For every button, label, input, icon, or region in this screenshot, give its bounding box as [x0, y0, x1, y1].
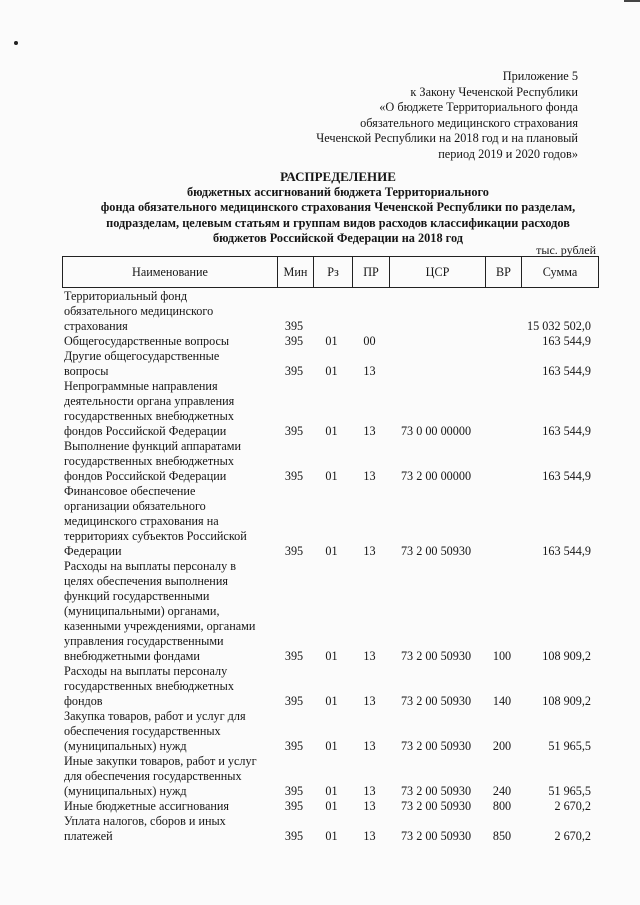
- row-pr: 13: [363, 694, 376, 708]
- appendix-line: Чеченской Республики на 2018 год и на плановый: [316, 131, 578, 146]
- row-min: 395: [284, 799, 304, 813]
- row-name-line: деятельности органа управления: [64, 394, 235, 408]
- row-name-line: казенными учреждениями, органами: [64, 619, 256, 633]
- row-rz: 01: [325, 799, 338, 813]
- table-row: [62, 484, 597, 559]
- row-name: [62, 334, 276, 349]
- row-pr: 13: [363, 784, 376, 798]
- row-name-line: управления государственными: [64, 634, 224, 648]
- row-name-line: Общегосударственные вопросы: [64, 334, 230, 348]
- title-line: бюджетных ассигнований бюджета Территориального: [187, 184, 489, 199]
- row-vr: 200: [492, 739, 512, 753]
- appendix-line: Приложение 5: [502, 69, 578, 83]
- row-min: 395: [284, 469, 304, 483]
- row-csr: 73 2 00 50930: [400, 784, 472, 798]
- row-name: [62, 559, 276, 664]
- appendix-line: «О бюджете Территориального фонда: [379, 100, 578, 115]
- row-sum: 163 544,9: [542, 544, 591, 558]
- row-pr: 13: [363, 424, 376, 438]
- row-name-line: государственных внебюджетных: [64, 454, 234, 468]
- row-vr: 800: [492, 799, 512, 813]
- row-name-line: медицинского страхования на: [64, 514, 219, 528]
- appendix-line: период 2019 и 2020 годов»: [438, 146, 578, 161]
- row-name: [62, 379, 276, 439]
- title-line: бюджетов Российской Федерации на 2018 год: [213, 231, 463, 246]
- row-sum: 15 032 502,0: [527, 319, 591, 333]
- row-min: 395: [284, 334, 304, 348]
- row-min: 395: [284, 829, 304, 843]
- row-name-line: обязательного медицинского: [64, 304, 214, 318]
- row-name-line: (муниципальных) нужд: [64, 784, 187, 798]
- table-header: [62, 256, 599, 288]
- row-min: 395: [284, 544, 304, 558]
- row-pr: 00: [363, 334, 376, 348]
- row-min: 395: [284, 424, 304, 438]
- row-min: 395: [284, 784, 304, 798]
- row-name-line: внебюджетными фондами: [64, 649, 200, 663]
- row-rz: 01: [325, 334, 338, 348]
- row-csr: 73 0 00 00000: [400, 424, 472, 438]
- row-name-line: (муниципальными) органами,: [64, 604, 220, 618]
- row-name-line: Другие общегосударственные: [64, 349, 220, 363]
- row-name: [62, 814, 276, 844]
- row-name-line: Федерации: [64, 544, 122, 558]
- table-row: [62, 799, 597, 814]
- table-row: [62, 814, 597, 844]
- row-rz: 01: [325, 364, 338, 378]
- row-name: [62, 349, 276, 379]
- row-csr: 73 2 00 50930: [400, 694, 472, 708]
- header-pr: ПР: [352, 257, 389, 287]
- row-rz: 01: [325, 694, 338, 708]
- row-name-line: функций государственными: [64, 589, 210, 603]
- row-name-line: государственных внебюджетных: [64, 679, 234, 693]
- row-min: 395: [284, 649, 304, 663]
- row-name: [62, 799, 276, 814]
- table-row: [62, 334, 597, 349]
- appendix-line: к Закону Чеченской Республики: [410, 84, 578, 99]
- row-csr: 73 2 00 50930: [400, 829, 472, 843]
- row-name-line: фондов Российской Федерации: [64, 469, 227, 483]
- table-row: [62, 709, 597, 754]
- row-name: [62, 664, 276, 709]
- row-sum: 163 544,9: [542, 469, 591, 483]
- row-rz: 01: [325, 829, 338, 843]
- row-name-line: Иные закупки товаров, работ и услуг: [64, 754, 257, 768]
- corner-mark: [624, 0, 640, 2]
- units-label: тыс. рублей: [536, 243, 596, 257]
- row-sum: 2 670,2: [554, 799, 591, 813]
- row-sum: 51 965,5: [548, 739, 591, 753]
- row-rz: 01: [325, 739, 338, 753]
- row-csr: 73 2 00 50930: [400, 649, 472, 663]
- row-name-line: Расходы на выплаты персоналу: [64, 664, 228, 678]
- row-min: 395: [284, 319, 304, 333]
- row-name-line: Расходы на выплаты персоналу в: [64, 559, 236, 573]
- row-csr: 73 2 00 50930: [400, 739, 472, 753]
- header-min: Мин: [277, 257, 313, 287]
- table-row: [62, 349, 597, 379]
- document-title: [70, 169, 606, 247]
- row-name-line: фондов: [64, 694, 103, 708]
- row-name-line: страхования: [64, 319, 128, 333]
- row-name-line: для обеспечения государственных: [64, 769, 242, 783]
- row-sum: 163 544,9: [542, 334, 591, 348]
- row-name-line: Уплата налогов, сборов и иных: [64, 814, 226, 828]
- row-name-line: (муниципальных) нужд: [64, 739, 187, 753]
- row-vr: 850: [492, 829, 512, 843]
- header-vr: ВР: [485, 257, 521, 287]
- row-pr: 13: [363, 739, 376, 753]
- row-vr: 100: [492, 649, 512, 663]
- row-sum: 108 909,2: [542, 649, 591, 663]
- row-min: 395: [284, 364, 304, 378]
- appendix-caption: [278, 69, 578, 163]
- row-name: [62, 754, 276, 799]
- row-name-line: организации обязательного: [64, 499, 206, 513]
- row-name: [62, 439, 276, 484]
- row-pr: 13: [363, 469, 376, 483]
- table-row: [62, 439, 597, 484]
- table-row: [62, 559, 597, 664]
- table-row: [62, 754, 597, 799]
- title-heading: РАСПРЕДЕЛЕНИЕ: [280, 169, 396, 184]
- row-name-line: обеспечения государственных: [64, 724, 221, 738]
- header-csr: ЦСР: [389, 257, 485, 287]
- row-name-line: Финансовое обеспечение: [64, 484, 196, 498]
- row-name-line: вопросы: [64, 364, 109, 378]
- table-row: [62, 664, 597, 709]
- row-rz: 01: [325, 424, 338, 438]
- row-sum: 163 544,9: [542, 424, 591, 438]
- row-name-line: фондов Российской Федерации: [64, 424, 227, 438]
- table-row: [62, 379, 597, 439]
- row-name-line: Закупка товаров, работ и услуг для: [64, 709, 246, 723]
- row-sum: 163 544,9: [542, 364, 591, 378]
- row-vr: 140: [492, 694, 512, 708]
- row-name-line: Иные бюджетные ассигнования: [64, 799, 230, 813]
- header-rz: Рз: [313, 257, 352, 287]
- row-rz: 01: [325, 784, 338, 798]
- table-row: [62, 289, 597, 334]
- row-name-line: Выполнение функций аппаратами: [64, 439, 242, 453]
- row-pr: 13: [363, 544, 376, 558]
- row-name-line: государственных внебюджетных: [64, 409, 234, 423]
- row-sum: 108 909,2: [542, 694, 591, 708]
- row-min: 395: [284, 739, 304, 753]
- appendix-line: обязательного медицинского страхования: [360, 115, 578, 130]
- header-sum: Сумма: [521, 257, 598, 287]
- row-pr: 13: [363, 364, 376, 378]
- row-name-line: Непрограммные направления: [64, 379, 218, 393]
- row-csr: 73 2 00 50930: [400, 799, 472, 813]
- table-body: [62, 289, 597, 844]
- row-pr: 13: [363, 829, 376, 843]
- row-sum: 2 670,2: [554, 829, 591, 843]
- row-csr: 73 2 00 50930: [400, 544, 472, 558]
- header-name: Наименование: [132, 264, 208, 279]
- row-name-line: территориях субъектов Российской: [64, 529, 247, 543]
- row-name-line: целях обеспечения выполнения: [64, 574, 228, 588]
- title-line: фонда обязательного медицинского страхования Чеченской Республики по разделам,: [100, 200, 576, 215]
- row-rz: 01: [325, 649, 338, 663]
- row-name: [62, 484, 276, 559]
- row-vr: 240: [492, 784, 512, 798]
- row-pr: 13: [363, 799, 376, 813]
- row-name: [62, 709, 276, 754]
- stray-dot-mark: [14, 41, 18, 45]
- row-rz: 01: [325, 544, 338, 558]
- row-pr: 13: [363, 649, 376, 663]
- row-name-line: Территориальный фонд: [64, 289, 188, 303]
- title-line: подразделам, целевым статьям и группам видов расходов классификации расходов: [106, 215, 570, 230]
- row-name: [62, 289, 276, 334]
- row-min: 395: [284, 694, 304, 708]
- row-sum: 51 965,5: [548, 784, 591, 798]
- row-name-line: платежей: [64, 829, 113, 843]
- row-csr: 73 2 00 00000: [400, 469, 472, 483]
- row-rz: 01: [325, 469, 338, 483]
